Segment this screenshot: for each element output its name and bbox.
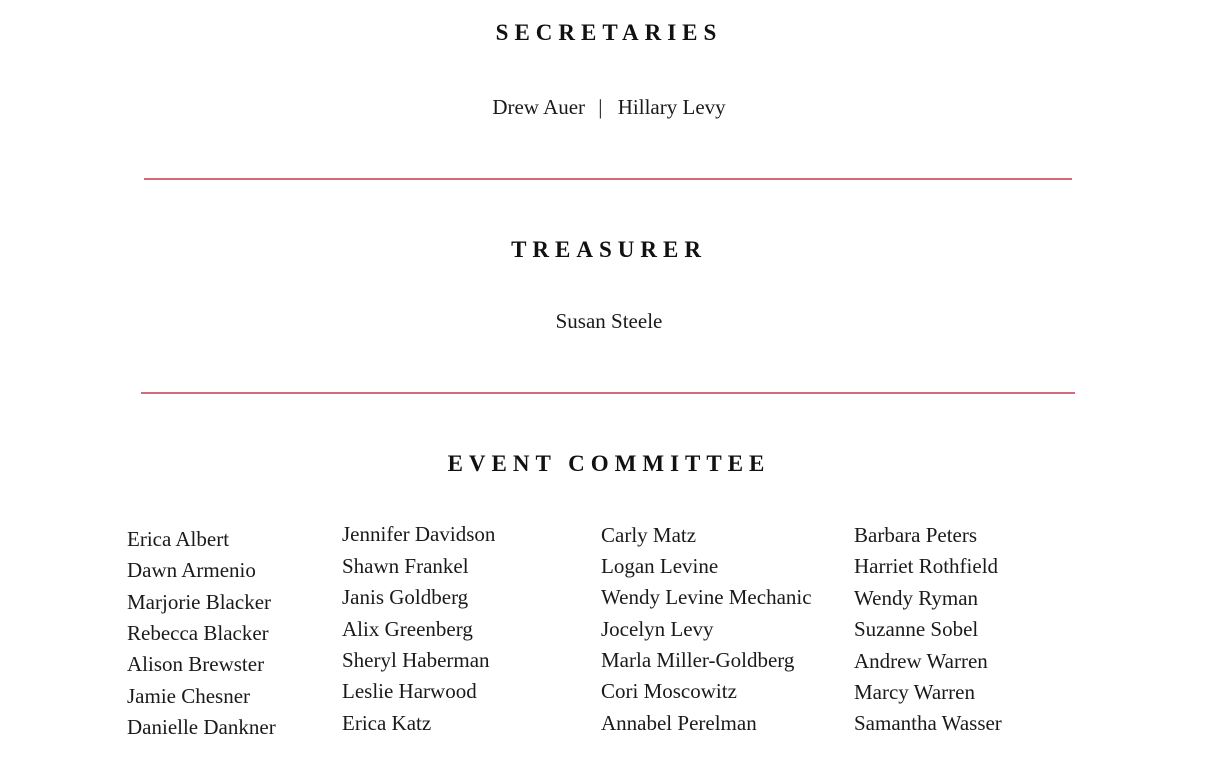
- committee-member: Barbara Peters: [854, 523, 978, 547]
- secretary-name-2: Hillary Levy: [617, 95, 726, 119]
- name-separator: |: [598, 95, 603, 119]
- committee-member: Rebecca Blacker: [127, 621, 269, 645]
- committee-member: Alison Brewster: [127, 652, 265, 676]
- committee-member: Erica Albert: [127, 527, 230, 551]
- committee-member: Andrew Warren: [854, 649, 988, 673]
- secretaries-heading: SECRETARIES: [495, 20, 723, 45]
- committee-member: Logan Levine: [601, 554, 719, 578]
- committee-member: Erica Katz: [342, 711, 432, 735]
- committee-member: Marla Miller-Goldberg: [601, 648, 795, 672]
- treasurer-heading: TREASURER: [511, 237, 707, 262]
- committee-member: Annabel Perelman: [601, 711, 757, 735]
- committee-member: Marcy Warren: [854, 680, 975, 704]
- committee-member: Wendy Levine Mechanic: [601, 585, 812, 609]
- committee-member: Sheryl Haberman: [342, 648, 490, 672]
- committee-member: Dawn Armenio: [127, 558, 256, 582]
- committee-member: Cori Moscowitz: [601, 679, 737, 703]
- committee-member: Samantha Wasser: [854, 711, 1002, 735]
- committee-member: Alix Greenberg: [342, 617, 473, 641]
- committee-member: Jamie Chesner: [127, 684, 251, 708]
- committee-member: Jennifer Davidson: [342, 522, 496, 546]
- committee-member: Suzanne Sobel: [854, 617, 979, 641]
- section-divider: [141, 392, 1075, 394]
- secretary-name-1: Drew Auer: [492, 95, 586, 119]
- section-divider: [144, 178, 1072, 180]
- committee-member: Shawn Frankel: [342, 554, 469, 578]
- committee-member: Janis Goldberg: [342, 585, 469, 609]
- committee-member: Marjorie Blacker: [127, 590, 272, 614]
- committee-member: Jocelyn Levy: [601, 617, 714, 641]
- event-committee-heading: EVENT COMMITTEE: [447, 451, 771, 476]
- committee-member: Leslie Harwood: [342, 679, 477, 703]
- committee-member: Wendy Ryman: [854, 586, 979, 610]
- committee-member: Harriet Rothfield: [854, 554, 999, 578]
- committee-member: Danielle Dankner: [127, 715, 276, 739]
- committee-member: Carly Matz: [601, 523, 697, 547]
- secretaries-names: [0, 95, 1218, 120]
- treasurer-name: Susan Steele: [555, 309, 663, 333]
